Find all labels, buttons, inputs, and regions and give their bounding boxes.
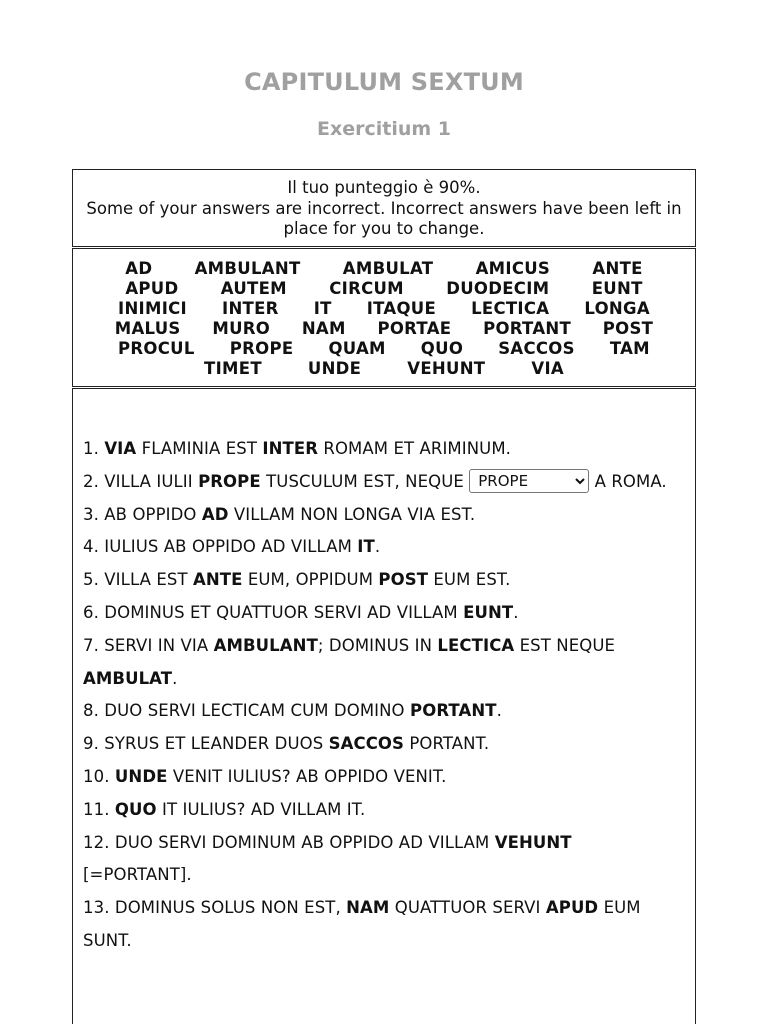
sentence-text: EUM SUNT.: [83, 898, 641, 950]
word-bank-word: VIA: [531, 359, 564, 378]
feedback-box: [72, 169, 696, 247]
word-bank-word: CIRCUM: [329, 279, 404, 298]
word-bank-word: UNDE: [307, 359, 362, 378]
sentence-text: .: [374, 537, 381, 557]
sentence-text: EUM EST.: [428, 570, 511, 590]
sentence-text: IT IULIUS? AD VILLAM IT.: [156, 799, 366, 819]
sentence-text: A ROMA.: [589, 471, 667, 491]
word-bank-word: QUAM: [328, 339, 386, 358]
sentence-text: VILLAM NON LONGA VIA EST.: [228, 504, 476, 524]
word-bank-word: QUO: [420, 339, 464, 358]
filled-answer: SACCOS: [328, 734, 405, 754]
sentence-text: AB OPPIDO: [98, 504, 202, 524]
page-title: CAPITULUM SEXTUM: [244, 68, 524, 96]
exercise-sentence: [83, 499, 685, 532]
filled-answer: PORTANT: [410, 701, 497, 721]
sentence-text: IULIUS AB OPPIDO AD VILLAM: [98, 537, 358, 557]
word-bank-word: SACCOS: [498, 339, 575, 358]
filled-answer: PROPE: [198, 471, 261, 491]
filled-answer: ANTE: [192, 570, 243, 590]
sentence-text: .: [496, 701, 502, 721]
exercise-subtitle: Exercitium 1: [316, 118, 452, 140]
answer-dropdown[interactable]: [469, 469, 589, 493]
filled-answer: LECTICA: [437, 635, 515, 655]
exercise-sentence: [83, 892, 685, 958]
exercise-area: [72, 388, 696, 1024]
exercise-sentence: [83, 531, 685, 564]
sentence-text: SYRUS ET LEANDER DUOS: [98, 734, 329, 754]
sentence-number: 2.: [83, 471, 99, 491]
sentence-text: ROMAM ET ARIMINUM.: [318, 439, 512, 458]
sentence-number: 7.: [83, 635, 99, 655]
filled-answer: IT: [357, 537, 375, 557]
exercise-sentence: [83, 827, 685, 893]
word-bank-word: AMBULANT: [194, 259, 301, 278]
word-bank-word: AMBULAT: [342, 259, 434, 278]
sentence-number: 12.: [83, 832, 110, 852]
exercise-sentence: [83, 761, 685, 794]
sentence-text: DOMINUS SOLUS NON EST,: [109, 898, 347, 918]
word-bank-word: PROPE: [229, 339, 294, 358]
word-bank-row: [83, 359, 685, 379]
filled-answer: QUO: [114, 799, 157, 819]
sentence-text: .: [172, 668, 178, 688]
exercise-sentence: [83, 433, 685, 466]
word-bank-word: INTER: [222, 299, 279, 318]
filled-answer: VIA: [104, 439, 137, 458]
word-bank-row: [83, 339, 685, 359]
filled-answer: VEHUNT: [494, 832, 572, 852]
word-bank-row: [83, 299, 685, 319]
sentence-text: DUO SERVI DOMINUM AB OPPIDO AD VILLAM: [109, 832, 495, 852]
sentence-text: DUO SERVI LECTICAM CUM DOMINO: [98, 701, 410, 721]
word-bank-word: AD: [125, 259, 153, 278]
word-bank-word: PORTANT: [483, 319, 572, 338]
sentence-number: 11.: [83, 799, 110, 819]
sentence-number: 9.: [83, 734, 99, 754]
sentence-text: TUSCULUM EST, NEQUE: [260, 471, 470, 491]
exercise-sentence: [83, 630, 685, 696]
sentence-text: VENIT IULIUS? AB OPPIDO VENIT.: [167, 766, 447, 786]
sentence-text: SERVI IN VIA: [98, 635, 214, 655]
sentence-text: .: [513, 602, 519, 622]
word-bank-word: IT: [313, 299, 332, 318]
sentence-text: VILLA EST: [98, 570, 193, 590]
filled-answer: APUD: [545, 898, 599, 918]
filled-answer: INTER: [262, 439, 319, 458]
word-bank-row: [83, 319, 685, 339]
sentence-number: 5.: [83, 570, 99, 590]
filled-answer: POST: [378, 570, 429, 590]
exercise-sentence: [83, 564, 685, 597]
word-bank-word: LONGA: [584, 299, 650, 318]
filled-answer: AD: [201, 504, 229, 524]
word-bank-word: ANTE: [592, 259, 643, 278]
sentence-text: DOMINUS ET QUATTUOR SERVI AD VILLAM: [98, 602, 464, 622]
word-bank-word: APUD: [125, 279, 179, 298]
exercise-sentence: [83, 597, 685, 630]
word-bank-word: TIMET: [204, 359, 262, 378]
sentence-number: 6.: [83, 602, 99, 622]
word-bank: [72, 248, 696, 387]
word-bank-word: NAM: [301, 319, 346, 338]
word-bank-word: INIMICI: [118, 299, 187, 318]
sentence-text: PORTANT.: [404, 734, 490, 754]
word-bank-word: PORTAE: [377, 319, 452, 338]
word-bank-row: [83, 279, 685, 299]
sentence-number: 3.: [83, 504, 99, 524]
word-bank-word: DUODECIM: [446, 279, 550, 298]
word-bank-word: POST: [602, 319, 654, 338]
filled-answer: AMBULANT: [213, 635, 318, 655]
sentence-text: QUATTUOR SERVI: [389, 898, 546, 918]
sentence-text: [=PORTANT].: [83, 865, 192, 885]
sentence-number: 4.: [83, 537, 99, 557]
word-bank-word: EUNT: [591, 279, 643, 298]
filled-answer: AMBULAT: [83, 668, 173, 688]
sentence-number: 13.: [83, 898, 110, 918]
sentence-text: ; DOMINUS IN: [317, 635, 438, 655]
word-bank-word: AMICUS: [475, 259, 551, 278]
word-bank-row: [83, 259, 685, 279]
word-bank-word: ITAQUE: [366, 299, 437, 318]
exercise-sentence: [83, 794, 685, 827]
sentence-number: 1.: [83, 439, 99, 458]
word-bank-word: VEHUNT: [407, 359, 486, 378]
filled-answer: EUNT: [463, 602, 514, 622]
sentence-number: 10.: [83, 766, 110, 786]
word-bank-word: MURO: [212, 319, 271, 338]
sentence-text: EUM, OPPIDUM: [242, 570, 379, 590]
exercise-sentence: [83, 728, 685, 761]
sentence-number: 8.: [83, 701, 99, 721]
filled-answer: UNDE: [114, 766, 168, 786]
score-text: Il tuo punteggio è 90%.: [287, 178, 481, 197]
feedback-message: Some of your answers are incorrect. Incorrect answers have been left in place for you to change.: [86, 198, 682, 238]
word-bank-word: MALUS: [114, 319, 181, 338]
sentence-text: FLAMINIA EST: [136, 439, 263, 458]
exercise-sentence: [83, 466, 685, 499]
word-bank-word: PROCUL: [118, 339, 195, 358]
sentence-text: VILLA IULII: [98, 471, 199, 491]
word-bank-word: AUTEM: [220, 279, 287, 298]
filled-answer: NAM: [346, 898, 390, 918]
sentence-text: EST NEQUE: [514, 635, 616, 655]
word-bank-word: LECTICA: [471, 299, 550, 318]
exercise-sentence: [83, 695, 685, 728]
word-bank-word: TAM: [609, 339, 650, 358]
